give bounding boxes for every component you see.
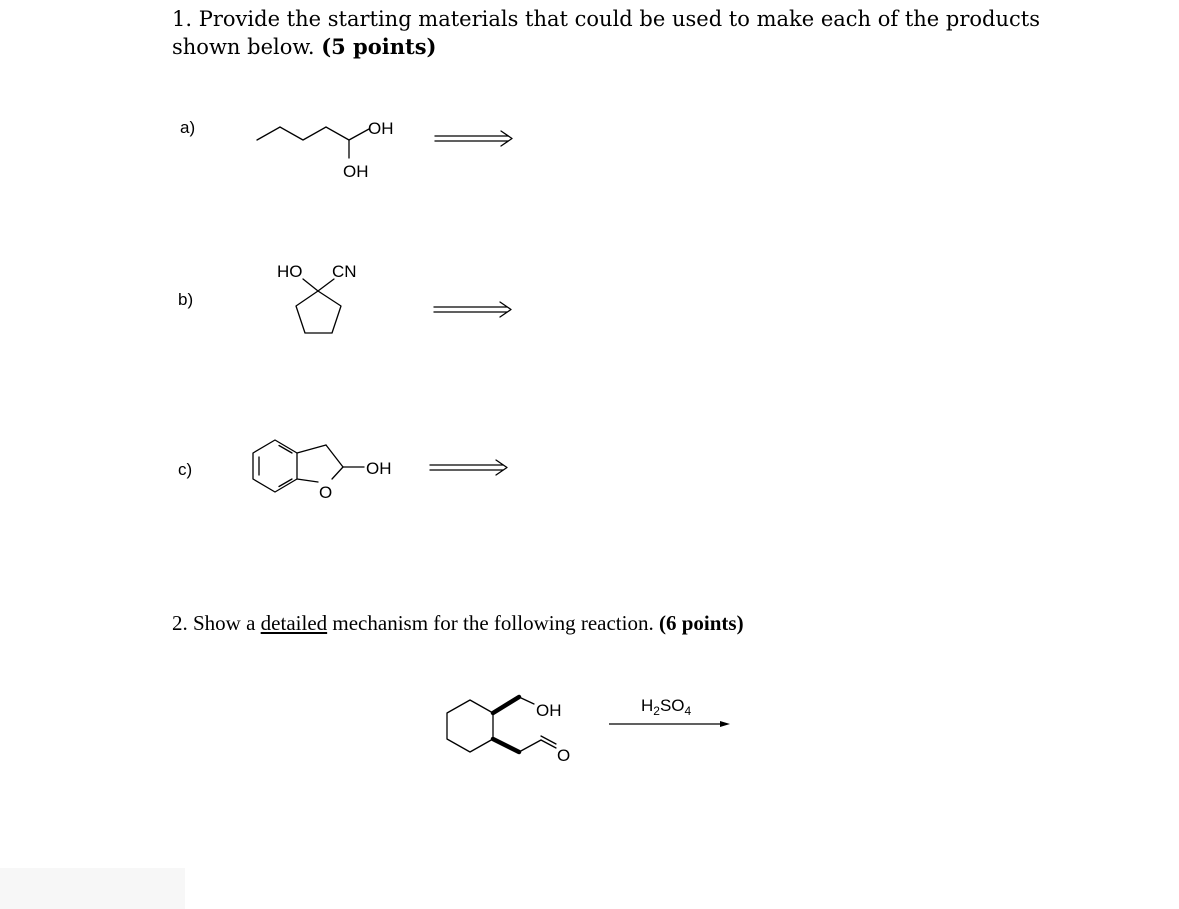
reagent-label: $H_2SO_4$ — [641, 696, 692, 718]
atom-label: OH — [366, 459, 392, 478]
question-2-points: (6 points) — [658, 611, 744, 635]
atom-label: HO — [277, 262, 303, 281]
question-2-text: mechanism for the following reaction. — [332, 611, 654, 635]
question-2-prefix: 2. Show a — [172, 611, 256, 635]
atom-label: O — [557, 746, 571, 765]
atom-label: O — [319, 483, 333, 502]
question-1-points: (5 points) — [321, 34, 437, 59]
question-2 — [172, 609, 1072, 637]
question-2-emphasis: detailed — [260, 611, 328, 635]
scan-shade — [0, 868, 185, 909]
atom-label: OH — [368, 119, 394, 138]
part-a-label: a) — [180, 118, 196, 137]
question-1-text: Provide the starting materials that could be used to make each of the products shown below. — [172, 7, 1040, 59]
atom-label: OH — [536, 701, 562, 720]
part-c-label: c) — [178, 460, 193, 479]
atom-label: CN — [332, 262, 357, 281]
question-1-number: 1. — [172, 7, 193, 31]
part-b-label: b) — [178, 290, 194, 309]
reaction-arrow — [609, 721, 730, 727]
structure-b — [296, 279, 511, 333]
atom-label: OH — [343, 162, 369, 181]
